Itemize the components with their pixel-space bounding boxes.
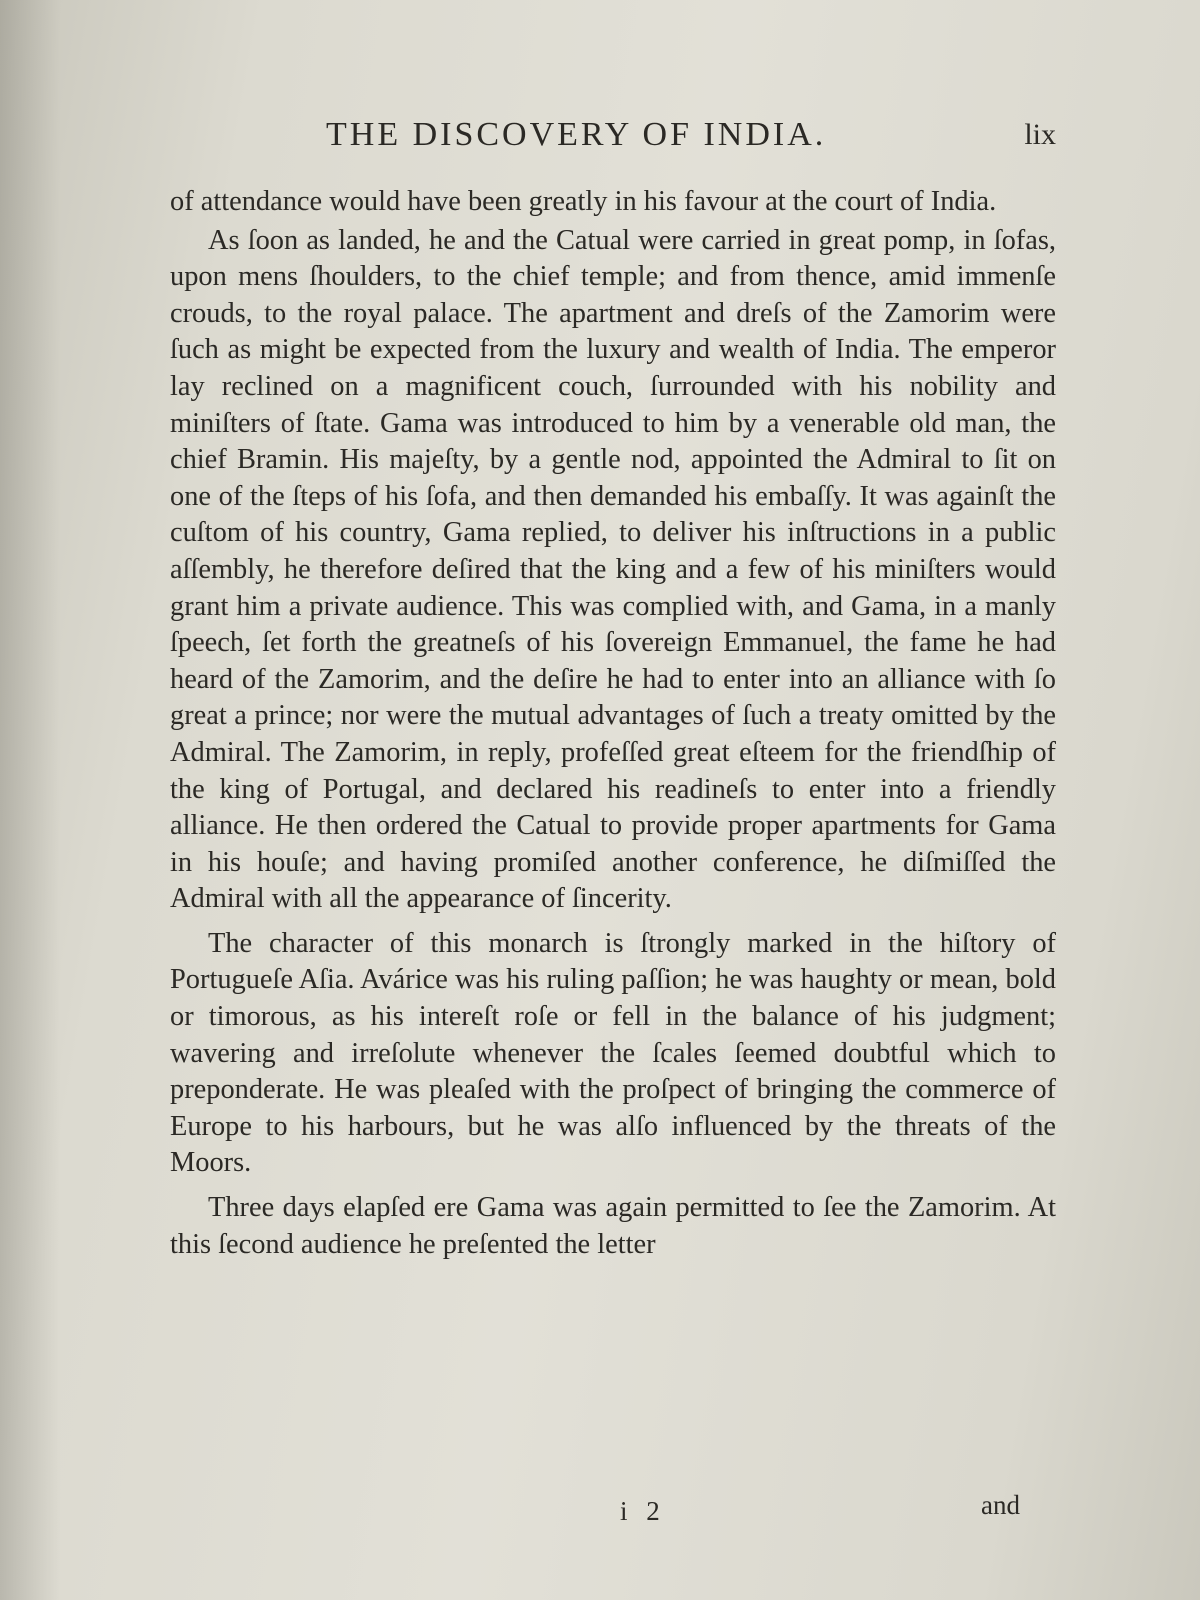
page-footer xyxy=(170,1490,1056,1536)
signature-mark: i 2 xyxy=(620,1496,666,1526)
body-text xyxy=(170,184,1056,1263)
paragraph-continued: of attendance would have been greatly in his favour at the court of India. xyxy=(170,186,997,217)
running-title: THE DISCOVERY OF INDIA. xyxy=(326,116,827,153)
paragraph-audience: As ſoon as landed, he and the Catual were carried in great pomp, in ſofas, upon mens ſhoulders, to the chief temple; and from thence, amid immenſe crouds, to the royal palace. The apartment and dreſs of the Zamorim were ſuch as might be expected from the luxury and wealth of India. The emperor lay reclined on a magnificent couch, ſurrounded with his nobility and miniſters of ſtate. Gama was introduced to him by a venerable old man, the chief Bramin. His majeſty, by a gentle nod, appointed the Admiral to ſit on one of the ſteps of his ſofa, and then demanded his embaſſy. It was againſt the cuſtom of his country, Gama replied, to deliver his inſtructions in a public aſſembly, he therefore deſired that the king and a few of his miniſters would grant him a private audience. This was complied with, and Gama, in a manly ſpeech, ſet forth the greatneſs of his ſovereign Emmanuel, the fame he had heard of the Zamorim, and the deſire he had to enter into an alliance with ſo great a prince; nor were the mutual advantages of ſuch a treaty omitted by the Admiral. The Zamorim, in reply, profeſſed great eſteem for the friendſhip of the king of Portugal, and declared his readineſs to enter into a friendly alliance. He then ordered the Catual to provide proper apartments for Gama in his houſe; and having promiſed another conference, he diſmiſſed the Admiral with all the appearance of ſincerity. xyxy=(170,224,1056,915)
paragraph-character: The character of this monarch is ſtrongly marked in the hiſtory of Portugueſe Aſia. Avárice was his ruling paſſion; he was haughty or mean, bold or timorous, as his intereſt roſe or fell in the balance of his judgment; wavering and irreſolute whenever the ſcales ſeemed doubtful which to preponderate. He was pleaſed with the proſpect of bringing the commerce of Europe to his harbours, but he was alſo influenced by the threats of the Moors. xyxy=(170,927,1056,1179)
page-header xyxy=(170,112,1056,162)
page-number: lix xyxy=(1024,118,1056,151)
catchword: and xyxy=(981,1490,1020,1520)
paragraph-second-audience: Three days elapſed ere Gama was again permitted to ſee the Zamorim. At this ſecond audience he preſented the letter xyxy=(170,1192,1056,1260)
